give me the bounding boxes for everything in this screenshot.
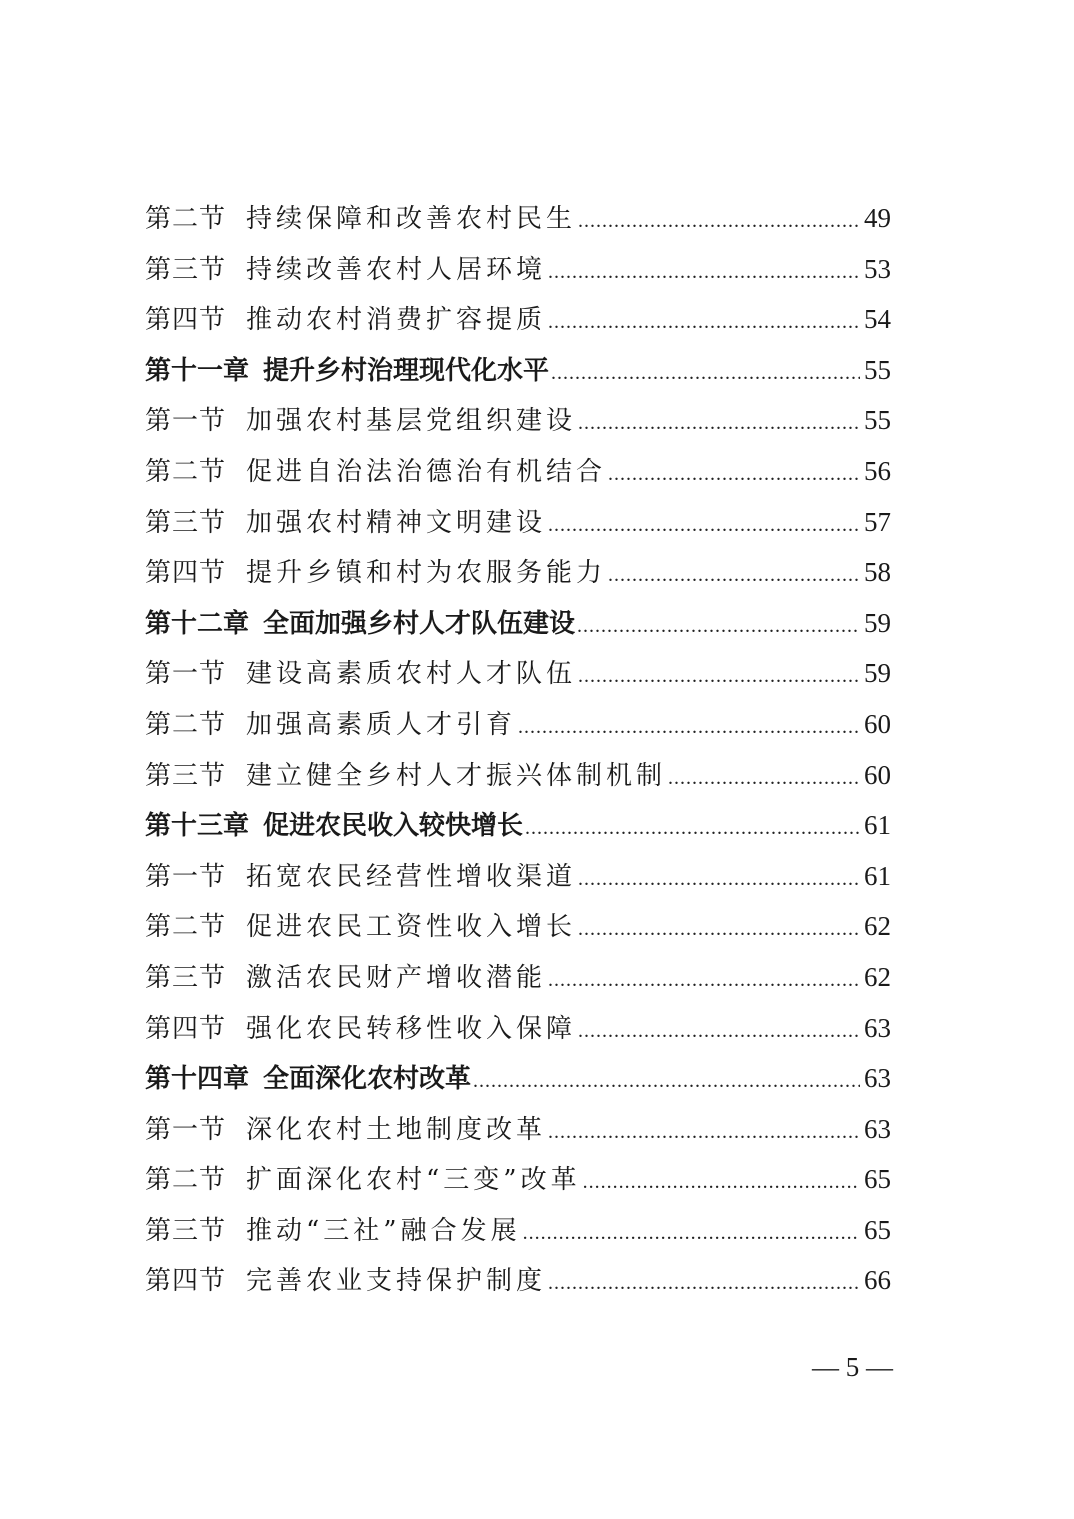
dot-leader	[548, 500, 860, 548]
dot-leader	[577, 601, 860, 649]
entry-page-number: 66	[864, 1265, 891, 1296]
toc-entry[interactable]	[145, 193, 891, 244]
page-number-footer: — 5 —	[812, 1352, 893, 1382]
entry-page-number: 56	[864, 455, 891, 486]
entry-page-number: 49	[864, 203, 891, 233]
dot-leader	[578, 1006, 860, 1054]
entry-label: 第三节	[145, 962, 227, 993]
entry-title: 持续保障和改善农村民生	[246, 204, 577, 234]
entry-title: 提升乡村治理现代化水平	[263, 355, 550, 386]
toc-entry[interactable]	[145, 547, 891, 598]
entry-page-number: 57	[864, 506, 891, 537]
entry-label: 第四节	[145, 1013, 227, 1044]
toc-entry[interactable]	[145, 446, 891, 497]
dot-leader	[578, 854, 860, 902]
dot-leader	[525, 803, 860, 851]
entry-title: 促进农民工资性收入增长	[246, 912, 577, 943]
toc-entry[interactable]	[145, 244, 891, 295]
toc-entry[interactable]	[145, 952, 891, 1003]
dot-leader	[668, 753, 860, 801]
entry-page-number: 62	[864, 911, 891, 942]
entry-label: 第二节	[145, 456, 227, 487]
entry-label: 第二节	[145, 709, 227, 740]
entry-title: 促进自治法治德治有机结合	[246, 456, 607, 487]
toc-entry[interactable]	[145, 851, 891, 902]
entry-page-number: 55	[864, 405, 891, 436]
entry-label: 第一节	[145, 659, 227, 690]
dot-leader	[523, 1208, 860, 1256]
entry-page-number: 65	[864, 1164, 891, 1195]
toc-entry[interactable]	[145, 1154, 891, 1205]
entry-page-number: 59	[864, 658, 891, 689]
entry-label: 第二节	[145, 912, 227, 943]
toc-entry[interactable]	[145, 750, 891, 801]
entry-title: 全面深化农村改革	[263, 1064, 472, 1095]
entry-label: 第三节	[145, 254, 227, 285]
entry-label: 第十二章	[145, 608, 250, 639]
entry-title: 建立健全乡村人才振兴体制机制	[246, 760, 667, 791]
toc-entry[interactable]	[145, 800, 891, 851]
entry-label: 第三节	[145, 507, 227, 538]
dot-leader	[548, 955, 860, 1003]
entry-title: 推动农村消费扩容提质	[246, 305, 547, 336]
toc-entry[interactable]	[145, 598, 891, 649]
toc-entry[interactable]	[145, 1003, 891, 1054]
entry-title: 扩面深化农村“三变”改革	[246, 1165, 581, 1196]
toc-entry[interactable]	[145, 1205, 891, 1256]
entry-title: 激活农民财产增收潜能	[246, 962, 547, 993]
entry-title: 加强农村精神文明建设	[246, 507, 547, 538]
entry-label: 第四节	[145, 558, 227, 589]
toc-entry[interactable]	[145, 1104, 891, 1155]
entry-title: 建设高素质农村人才队伍	[246, 659, 577, 690]
entry-page-number: 62	[864, 961, 891, 992]
entry-label: 第一节	[145, 406, 227, 437]
toc-entry[interactable]	[145, 395, 891, 446]
entry-title: 推动“三社”融合发展	[246, 1215, 521, 1246]
entry-title: 提升乡镇和村为农服务能力	[246, 558, 607, 589]
dot-leader	[578, 904, 860, 952]
entry-label: 第四节	[145, 1266, 227, 1297]
dot-leader	[473, 1056, 860, 1104]
entry-title: 加强农村基层党组织建设	[246, 406, 577, 437]
entry-page-number: 58	[864, 557, 891, 588]
entry-label: 第十四章	[145, 1064, 250, 1095]
entry-title: 加强高素质人才引育	[246, 709, 517, 740]
entry-page-number: 60	[864, 759, 891, 790]
entry-page-number: 63	[864, 1113, 891, 1144]
entry-page-number: 61	[864, 860, 891, 891]
toc-entry[interactable]	[145, 901, 891, 952]
toc-entry[interactable]	[145, 1053, 891, 1104]
dot-leader	[583, 1157, 860, 1205]
entry-page-number: 60	[864, 708, 891, 739]
dot-leader	[578, 398, 860, 446]
entry-label: 第三节	[145, 760, 227, 791]
dot-leader	[578, 196, 860, 244]
entry-page-number: 63	[864, 1063, 891, 1094]
entry-label: 第三节	[145, 1215, 227, 1246]
entry-page-number: 53	[864, 253, 891, 284]
toc-entry[interactable]	[145, 294, 891, 345]
dot-leader	[548, 1107, 860, 1155]
entry-page-number: 59	[864, 607, 891, 638]
entry-label: 第二节	[145, 204, 227, 234]
entry-label: 第十三章	[145, 811, 250, 842]
entry-title: 深化农村土地制度改革	[246, 1114, 547, 1145]
dot-leader	[578, 651, 860, 699]
dot-leader	[608, 449, 860, 497]
entry-title: 促进农民收入较快增长	[263, 811, 524, 842]
toc-entry[interactable]	[145, 1255, 891, 1306]
entry-title: 持续改善农村人居环境	[246, 254, 547, 285]
entry-label: 第十一章	[145, 355, 250, 386]
entry-label: 第二节	[145, 1165, 227, 1196]
dot-leader	[548, 297, 860, 345]
table-of-contents	[145, 193, 891, 1306]
toc-entry[interactable]	[145, 699, 891, 750]
entry-title: 强化农民转移性收入保障	[246, 1013, 577, 1044]
entry-page-number: 65	[864, 1214, 891, 1245]
entry-label: 第一节	[145, 861, 227, 892]
toc-entry[interactable]	[145, 648, 891, 699]
entry-page-number: 55	[864, 354, 891, 385]
entry-page-number: 61	[864, 810, 891, 841]
dot-leader	[548, 1258, 860, 1306]
entry-title: 完善农业支持保护制度	[246, 1266, 547, 1297]
dot-leader	[608, 550, 860, 598]
dot-leader	[518, 702, 860, 750]
dot-leader	[551, 348, 860, 396]
toc-entry[interactable]	[145, 345, 891, 396]
entry-page-number: 54	[864, 304, 891, 335]
entry-page-number: 63	[864, 1012, 891, 1043]
entry-title: 全面加强乡村人才队伍建设	[263, 608, 576, 639]
toc-entry[interactable]	[145, 497, 891, 548]
entry-label: 第四节	[145, 305, 227, 336]
dot-leader	[548, 247, 860, 295]
entry-label: 第一节	[145, 1114, 227, 1145]
entry-title: 拓宽农民经营性增收渠道	[246, 861, 577, 892]
